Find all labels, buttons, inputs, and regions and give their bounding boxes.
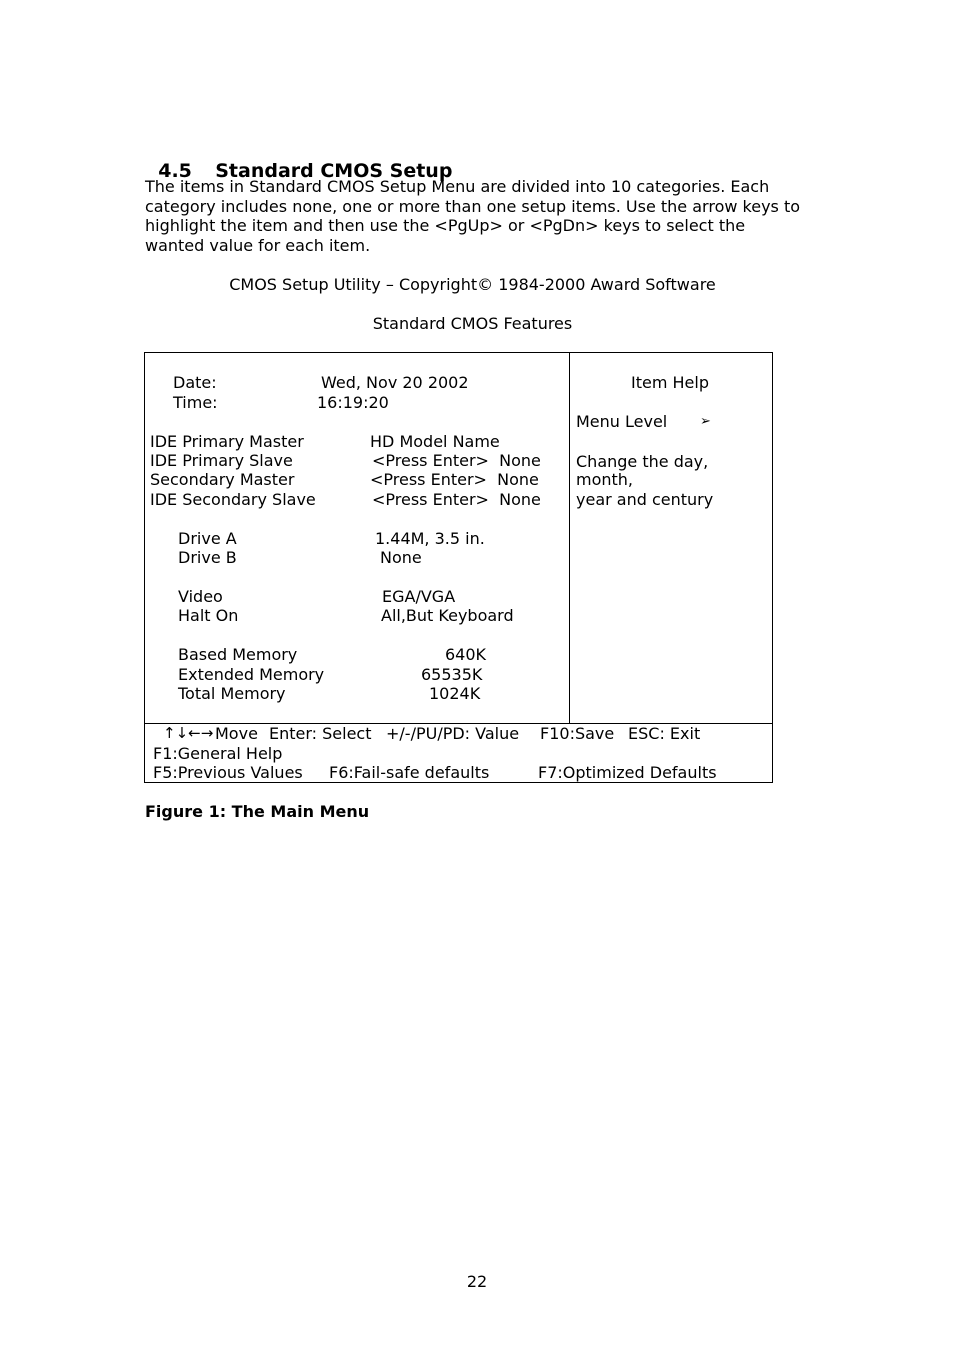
ide-secondary-slave-value[interactable]: <Press Enter> None (372, 490, 541, 509)
ide-primary-slave-value[interactable]: <Press Enter> None (372, 451, 541, 470)
video-value[interactable]: EGA/VGA (382, 587, 456, 606)
footer-optimized-defaults: F7:Optimized Defaults (538, 763, 717, 782)
footer-failsafe-defaults: F6:Fail-safe defaults (329, 763, 490, 782)
drive-b-value[interactable]: None (380, 548, 422, 567)
intro-paragraph: The items in Standard CMOS Setup Menu are divided into 10 categories. Each category includes none, one or more than one setup items. Use the arrow keys to highlight the item and then use the <PgUp> or <PgDn> keys to select the wanted value for each item. (145, 177, 801, 255)
help-text-line-2: month, (576, 470, 634, 489)
ide-primary-slave-label: IDE Primary Slave (150, 451, 293, 470)
footer-exit: ESC: Exit (628, 724, 701, 743)
extended-memory-value: 65535K (421, 665, 483, 684)
item-help-title: Item Help (631, 373, 709, 392)
ide-secondary-slave-label: IDE Secondary Slave (150, 490, 316, 509)
ide-primary-master-label: IDE Primary Master (150, 432, 304, 451)
page-number: 22 (466, 1272, 488, 1291)
drive-a-value[interactable]: 1.44M, 3.5 in. (375, 529, 485, 548)
based-memory-label: Based Memory (178, 645, 298, 664)
date-value[interactable]: Wed, Nov 20 2002 (321, 373, 469, 392)
total-memory-label: Total Memory (178, 684, 286, 703)
secondary-master-label: Secondary Master (150, 470, 295, 489)
total-memory-value: 1024K (429, 684, 481, 703)
bios-screen-frame (144, 352, 773, 783)
secondary-master-value[interactable]: <Press Enter> None (370, 470, 539, 489)
menu-level-arrow-icon: ➢ (700, 414, 711, 429)
menu-level-label: Menu Level (576, 412, 668, 431)
bios-help-divider (569, 352, 570, 723)
bios-utility-title: CMOS Setup Utility – Copyright© 1984-2000 Award Software (229, 275, 716, 294)
time-label: Time: (173, 393, 218, 412)
drive-b-label: Drive B (178, 548, 237, 567)
video-label: Video (178, 587, 223, 606)
extended-memory-label: Extended Memory (178, 665, 325, 684)
halt-on-value[interactable]: All,But Keyboard (381, 606, 514, 625)
footer-save: F10:Save (540, 724, 615, 743)
bios-screen-title: Standard CMOS Features (372, 314, 573, 333)
date-label: Date: (173, 373, 217, 392)
footer-move: Move (215, 724, 258, 743)
footer-general-help: F1:General Help (153, 744, 283, 763)
figure-caption: Figure 1: The Main Menu (145, 802, 370, 821)
based-memory-value: 640K (445, 645, 487, 664)
help-text-line-1: Change the day, (576, 452, 709, 471)
arrow-keys-icon: ↑↓←→ (163, 724, 214, 742)
section-number: 4.5 (158, 160, 192, 182)
time-value[interactable]: 16:19:20 (317, 393, 389, 412)
ide-primary-master-value[interactable]: HD Model Name (370, 432, 500, 451)
section-heading (145, 135, 452, 183)
footer-previous-values: F5:Previous Values (153, 763, 303, 782)
footer-value: +/-/PU/PD: Value (386, 724, 520, 743)
footer-enter-select: Enter: Select (269, 724, 372, 743)
section-title: Standard CMOS Setup (215, 160, 453, 182)
help-text-line-3: year and century (576, 490, 714, 509)
drive-a-label: Drive A (178, 529, 237, 548)
halt-on-label: Halt On (178, 606, 239, 625)
